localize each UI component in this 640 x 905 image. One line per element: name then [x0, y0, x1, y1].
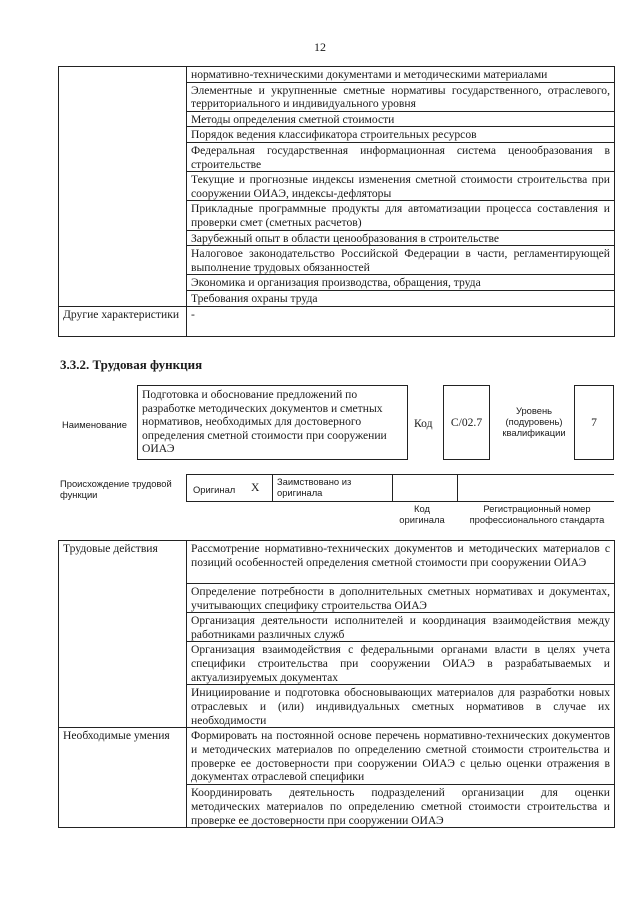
borrowed-label: Заимствовано из оригинала: [277, 476, 352, 498]
knowledge-item: Зарубежный опыт в области ценообразования в строительстве: [187, 230, 615, 246]
labor-actions-label: Трудовые действия: [59, 541, 187, 728]
origin-divider: [457, 475, 458, 501]
knowledge-table: [58, 66, 615, 337]
code-box: [443, 385, 490, 460]
origin-table: [186, 474, 614, 502]
knowledge-item: нормативно-техническими документами и методическими материалами: [187, 67, 615, 83]
registration-caption: Регистрационный номер профессионального стандарта: [469, 503, 605, 525]
level-box: [574, 385, 614, 460]
level-label: Уровень (подуровень) квалификации: [502, 405, 566, 438]
knowledge-item: Методы определения сметной стоимости: [187, 111, 615, 127]
code-original-caption: Код оригинала: [399, 503, 445, 525]
level-value: 7: [591, 415, 597, 429]
original-mark: X: [251, 481, 260, 494]
knowledge-item: Прикладные программные продукты для автоматизации процесса составления и проверки смет (сметных расчетов): [187, 201, 615, 230]
other-characteristics-value: -: [187, 306, 615, 336]
original-label: Оригинал: [193, 484, 236, 495]
skill: Формировать на постоянной основе перечень нормативно-технических документов и методических материалов по определению сметной стоимости строительства и проверке ее достоверности при сооружении ОИАЭ с целью оценки отражения в документах отраслевой специфики: [187, 728, 615, 785]
name-label: Наименование: [62, 419, 127, 430]
labor-action: Организация деятельности исполнителей и координация взаимодействия между работниками различных служб: [187, 613, 615, 642]
page-number: 12: [314, 40, 326, 54]
actions-table: [58, 540, 615, 828]
function-name-box: [137, 385, 408, 460]
knowledge-item: Налоговое законодательство Российской Федерации в части, регламентирующей выполнение трудовых обязанностей: [187, 246, 615, 275]
skills-label: Необходимые умения: [59, 728, 187, 828]
origin-divider: [272, 475, 273, 501]
labor-action: Рассмотрение нормативно-технических документов и методических материалов с позиций особенностей определения сметной стоимости при сооружении ОИАЭ: [187, 541, 615, 584]
code-value: С/02.7: [450, 415, 483, 429]
origin-label: Происхождение трудовой функции: [60, 478, 172, 500]
labor-action: Организация взаимодействия с федеральными органами власти в целях учета специфики строительства при сооружении ОИАЭ в разрабатываемых и актуализируемых документах: [187, 642, 615, 685]
origin-divider: [392, 475, 393, 501]
knowledge-item: Элементные и укрупненные сметные нормативы государственного, отраслевого, территориального и индивидуального уровня: [187, 82, 615, 111]
other-characteristics-label: Другие характеристики: [59, 306, 187, 336]
knowledge-item: Требования охраны труда: [187, 290, 615, 306]
section-heading: 3.3.2. Трудовая функция: [60, 357, 203, 372]
skill: Координировать деятельность подразделений организации для оценки методических материалов по определению сметной стоимости строительства и проверке ее достоверности при сооружении ОИАЭ: [187, 785, 615, 828]
knowledge-item: Федеральная государственная информационная система ценообразования в строительстве: [187, 142, 615, 171]
knowledge-item: Текущие и прогнозные индексы изменения сметной стоимости строительства при сооружении ОИАЭ, индексы-дефляторы: [187, 172, 615, 201]
function-name: Подготовка и обоснование предложений по разработке методических документов и сметных нормативов, необходимых для достоверного определения сметной стоимости при сооружении ОИАЭ: [142, 388, 387, 456]
knowledge-item: Порядок ведения классификатора строительных ресурсов: [187, 127, 615, 143]
code-label: Код: [414, 417, 433, 430]
knowledge-item: Экономика и организация производства, обращения, труда: [187, 275, 615, 291]
knowledge-label-cell: [59, 67, 187, 307]
labor-action: Инициирование и подготовка обосновывающих материалов для разработки новых отраслевых и (или) индивидуальных сметных нормативов в случае их необходимости: [187, 685, 615, 728]
labor-action: Определение потребности в дополнительных сметных нормативах и документах, учитывающих специфику строительства ОИАЭ: [187, 584, 615, 613]
